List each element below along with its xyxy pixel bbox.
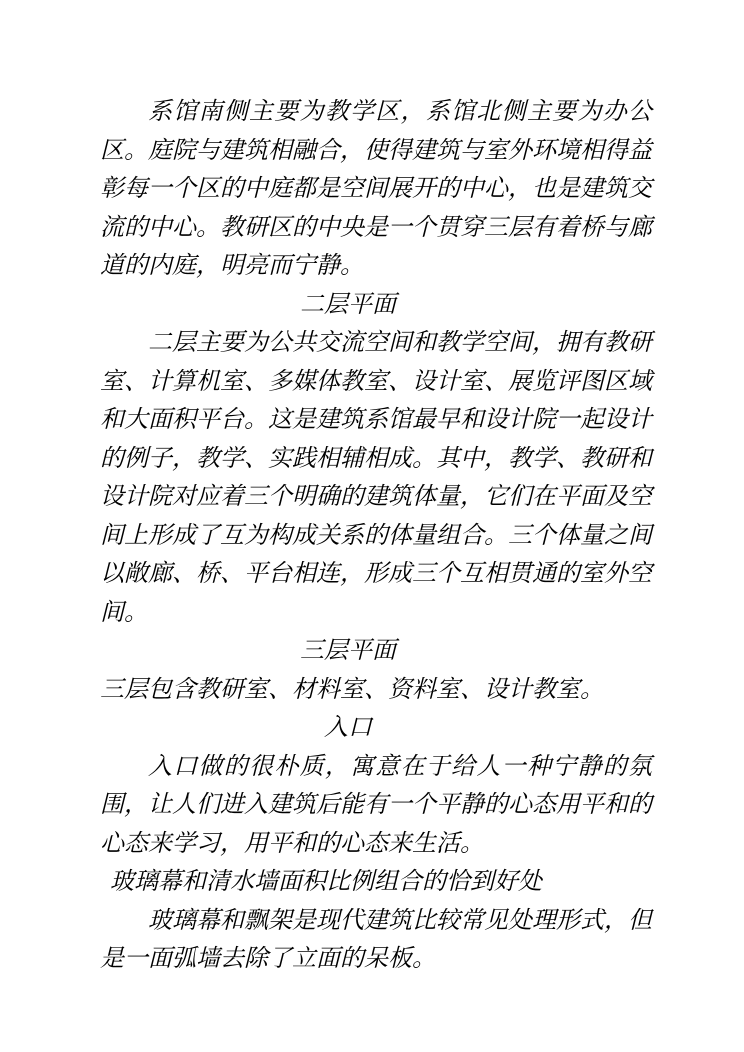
heading-entrance: 入口 [324, 713, 372, 741]
subheading-glass-curtain-wall: 玻璃幕和清水墙面积比例组合的恰到好处 [110, 867, 542, 895]
paragraph-third-floor: 三层包含教研室、材料室、资料室、设计教室。 [100, 674, 604, 703]
heading-third-floor-plan: 三层平面 [300, 636, 396, 664]
heading-second-floor-plan: 二层平面 [300, 289, 396, 318]
paragraph-building-zones: 系馆南侧主要为教学区，系馆北侧主要为办公区。庭院与建筑相融合，使得建筑与室外环境相得益彰每一个区的中庭都是空间展开的中心，也是建筑交流的中心。教研区的中央是一个贯穿三层有着桥与廊道的内庭，明亮而宁静。 [100, 97, 652, 279]
paragraph-glass-curtain-wall: 玻璃幕和飘架是现代建筑比较常见处理形式，但是一面弧墙去除了立面的呆板。 [100, 905, 652, 972]
paragraph-second-floor: 二层主要为公共交流空间和教学空间，拥有教研室、计算机室、多媒体教室、设计室、展览评图区域和大面积平台。这是建筑系馆最早和设计院一起设计的例子，教学、实践相辅相成。其中，教学、教研和设计院对应着三个明确的建筑体量，它们在平面及空间上形成了互为构成关系的体量组合。三个体量之间以敞廊、桥、平台相连，形成三个互相贯通的室外空间。 [100, 328, 652, 626]
paragraph-entrance: 入口做的很朴质，寓意在于给人一种宁静的氛围，让人们进入建筑后能有一个平静的心态用平和的心态来学习，用平和的心态来生活。 [100, 751, 652, 857]
